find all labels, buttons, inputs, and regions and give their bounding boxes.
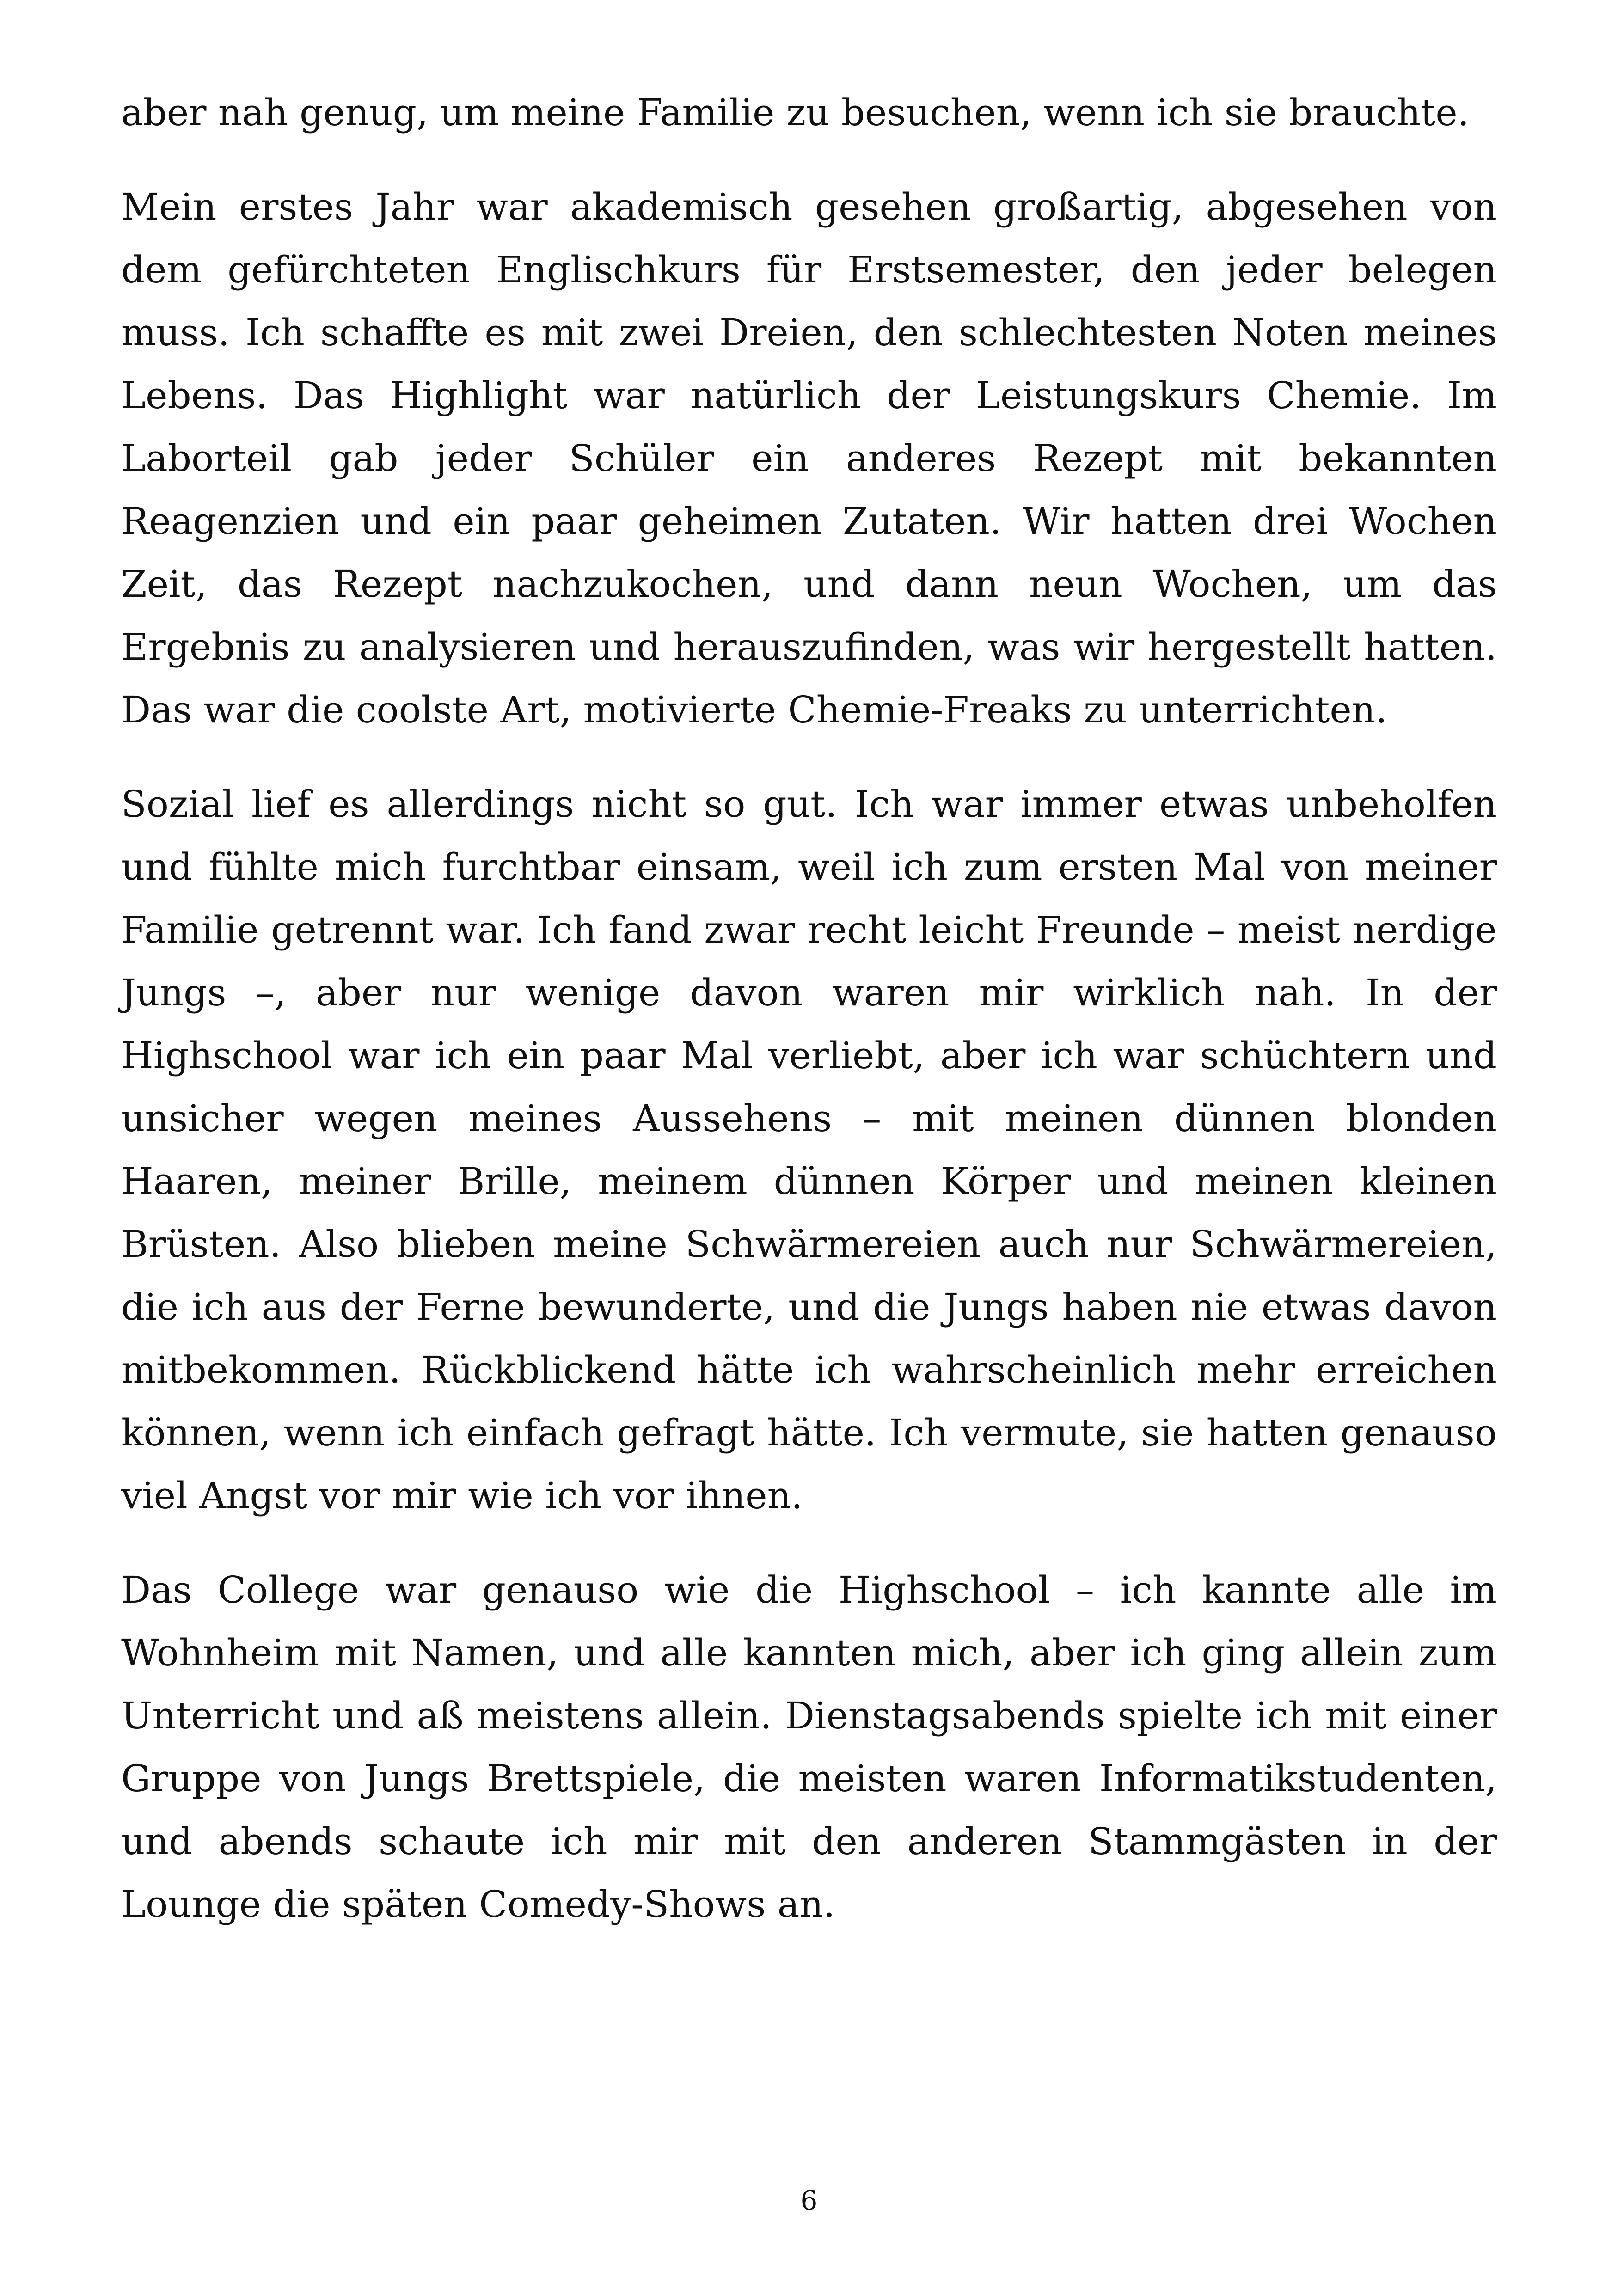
body-text <box>121 81 1497 1967</box>
page-number: 6 <box>800 2185 818 2216</box>
paragraph: Sozial lief es allerdings nicht so gut. Ich war immer etwas unbeholfen und fühlte mich furchtbar einsam, weil ich zum ersten Mal von meiner Familie getrennt war. Ich fand zwar recht leicht Freunde – meist nerdige Jungs –, aber nur wenige davon waren mir wirklich nah. In der Highschool war ich ein paar Mal verliebt, aber ich war schüchtern und unsicher wegen meines Aussehens – mit meinen dünnen blonden Haaren, meiner Brille, meinem dünnen Körper und meinen kleinen Brüsten. Also blieben meine Schwärmereien auch nur Schwärmereien, die ich aus der Ferne bewunderte, und die Jungs haben nie etwas davon mitbekommen. Rückblickend hätte ich wahrscheinlich mehr erreichen können, wenn ich einfach gefragt hätte. Ich vermute, sie hatten genauso viel Angst vor mir wie ich vor ihnen. <box>121 783 1497 1517</box>
paragraph: Mein erstes Jahr war akademisch gesehen großartig, abgesehen von dem gefürchteten Englischkurs für Erstsemester, den jeder belegen muss. Ich schaffte es mit zwei Dreien, den schlechtesten Noten meines Lebens. Das Highlight war natürlich der Leistungskurs Chemie. Im Laborteil gab jeder Schüler ein anderes Rezept mit bekannten Reagenzien und ein paar geheimen Zutaten. Wir hatten drei Wochen Zeit, das Rezept nachzukochen, und dann neun Wochen, um das Ergebnis zu analysieren und herauszufinden, was wir hergestellt hatten. Das war die coolste Art, motivierte Chemie-Freaks zu unterrichten. <box>121 185 1497 731</box>
paragraph: Das College war genauso wie die Highschool – ich kannte alle im Wohnheim mit Namen, und alle kannten mich, aber ich ging allein zum Unterricht und aß meistens allein. Dienstagsabends spielte ich mit einer Gruppe von Jungs Brettspiele, die meisten waren Informatikstudenten, und abends schaute ich mir mit den anderen Stammgästen in der Lounge die späten Comedy-Shows an. <box>121 1568 1497 1926</box>
paragraph: aber nah genug, um meine Familie zu besuchen, wenn ich sie brauchte. <box>121 91 1470 134</box>
